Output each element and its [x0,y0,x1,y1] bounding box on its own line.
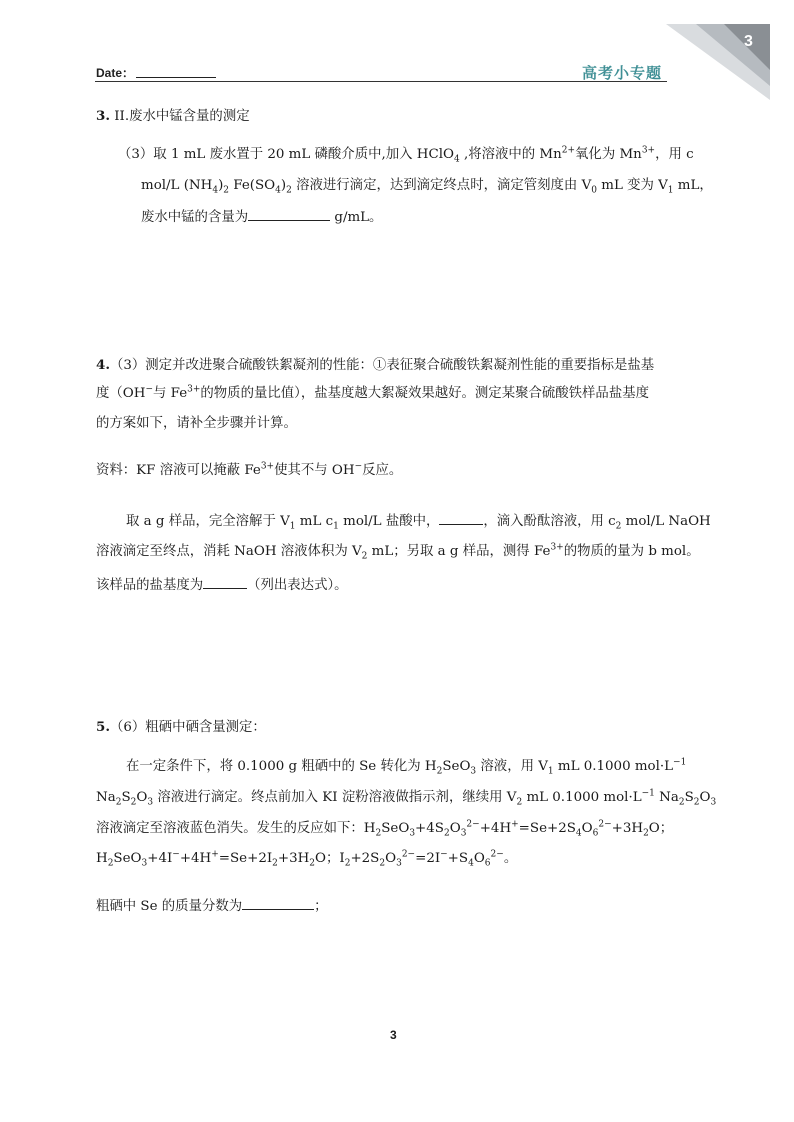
answer-blank[interactable] [203,575,247,589]
q5-line3: 溶液滴定至溶液蓝色消失。发生的反应如下：$H_2SeO_3+4S_2O_3^{2-}+4H^+=Se+2S_4O_6^{2-}+3H_2O$； [96,819,674,839]
q3-line3: 废水中锰的含量为 g/mL。 [141,207,382,228]
q3-title: 3. II.废水中锰含量的测定 [96,108,250,124]
q5-title: 5.（6）粗硒中硒含量测定： [96,719,266,735]
q4-reference: 资料：KF 溶液可以掩蔽 $Fe^{3+}$使其不与 OH−反应。 [96,461,403,478]
q5-answer-line: 粗硒中 Se 的质量分数为 ； [96,896,328,917]
q4-procedure-line2: 溶液滴定至终点，消耗 NaOH 溶液体积为 $V_2$ mL；另取 a g 样品，测得 $Fe^{3+}$的物质的量为 b mol。 [96,542,700,562]
q4-line2: 度（OH−与 $Fe^{3+}$的物质的量比值），盐基度越大絮凝效果越好。测定某聚合硫酸铁样品盐基度 [96,384,649,401]
date-blank [136,77,216,78]
page-corner-decoration [666,24,770,100]
q5-line2: $Na_2S_2O_3$ 溶液进行滴定。终点前加入 KI 淀粉溶液做指示剂，继续用 $V_2$ mL 0.1000 $mol\cdot L^{-1}$ $Na_2S_2O_3$ [96,788,717,808]
header-title: 高考小专题 [582,64,663,82]
q3-line1: （3）取 1 mL 废水置于 20 mL 磷酸介质中,加入 HClO$_4$ ,将溶液中的 $Mn^{2+}$氧化为 $Mn^{3+}$，用 c [118,145,694,165]
q4-procedure-line3: 该样品的盐基度为 （列出表达式）。 [96,575,348,596]
q4-line3: 的方案如下，请补全步骤并计算。 [96,416,297,431]
answer-blank[interactable] [248,207,330,221]
answer-blank[interactable] [242,896,314,910]
date-label: Date： [96,66,135,80]
q5-line4: $H_2SeO_3+4I^-+4H^+=Se+2I_2+3H_2O$；$I_2+2S_2O_3^{2-}=2I^-+S_4O_6^{2-}$。 [96,849,518,869]
q3-line2: mol/L $(NH_4)_2$ $Fe(SO_4)_2$ 溶液进行滴定，达到滴定终点时，滴定管刻度由 $V_0$ mL 变为 $V_1$ mL， [141,178,713,196]
answer-blank[interactable] [439,511,483,525]
corner-page-number: 3 [744,33,753,50]
q5-line1: 在一定条件下，将 0.1000 g 粗硒中的 Se 转化为 $H_2SeO_3$ 溶液，用 $V_1$ mL 0.1000 $mol\cdot L^{-1}$ [126,757,687,777]
q4-procedure-line1: 取 a g 样品，完全溶解于 $V_1$ mL $c_1$ mol/L 盐酸中， ，滴入酚酞溶液，用 $c_2$ mol/L NaOH [126,511,711,532]
q4-line1: 4.（3）测定并改进聚合硫酸铁絮凝剂的性能：①表征聚合硫酸铁絮凝剂性能的重要指标是盐基 [96,357,655,373]
page-number: 3 [390,1028,397,1042]
